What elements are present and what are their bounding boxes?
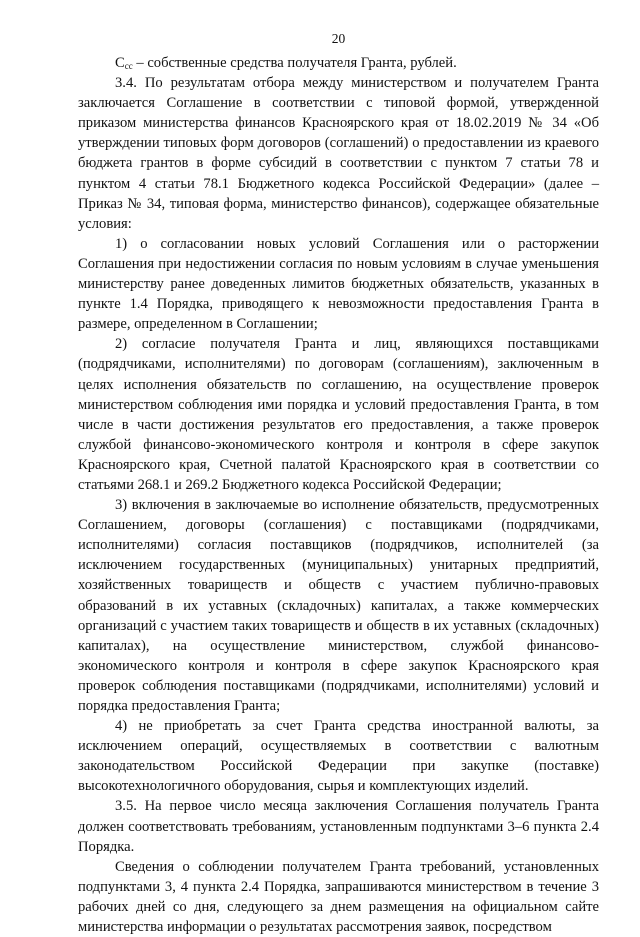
page-number: 20 [331, 31, 346, 46]
paragraph-3-5: 3.5. На первое число месяца заключения Соглашения получатель Гранта должен соответствовать требованиям, установленным подпунктами 3–6 пункта 2.4 Порядка. [78, 798, 599, 855]
paragraph-condition-4: 4) не приобретать за счет Гранта средства иностранной валюты, за исключением операций, осуществляемых в соответствии с валютным законодательством Российской Федерации при закупке (поставке) высокотехнологичного оборудования, сырья и комплектующих изделий. [78, 718, 599, 795]
formula-symbol: C [115, 55, 125, 71]
paragraph-condition-3: 3) включения в заключаемые во исполнение обязательств, предусмотренных Соглашением, договоры (соглашения) с поставщиками (подрядчиками, исполнителями) согласия поставщиков (подрядчиков, исполнителей (за исключением государственных (муниципальных) унитарных предприятий, хозяйственных товариществ и обществ с участием публично-правовых образований в их уставных (складочных) капиталах, а также коммерческих организаций с участием таких товариществ и обществ в их уставных (складочных) капиталах), на осуществление министерством, службой финансово-экономического контроля и контроля в сфере закупок Красноярского края проверок соблюдения поставщиками (подрядчиками, исполнителями) условий и порядка предоставления Гранта; [78, 497, 599, 714]
formula-definition-text: – собственные средства получателя Гранта, рублей. [132, 55, 457, 71]
paragraph-condition-2: 2) согласие получателя Гранта и лиц, являющихся поставщиками (подрядчиками, исполнителями) по договорам (соглашениям), заключенным в целях исполнения обязательств по соглашению, на осуществление проверок министерством соблюдения ими порядка и условий предоставления Гранта, в том числе в части достижения результатов его предоставления, а также проверок службой финансово-экономического контроля и контроля в сфере закупок Красноярского края, Счетной палатой Красноярского края в соответствии со статьями 268.1 и 269.2 Бюджетного кодекса Российской Федерации; [78, 336, 599, 493]
paragraph-requirements-info: Сведения о соблюдении получателем Гранта требований, установленных подпунктами 3, 4 пункта 2.4 Порядка, запрашиваются министерством в течение 3 рабочих дней со дня, следующего за днем размещения на официальном сайте министерства информации о результатах рассмотрения заявок, посредством [78, 858, 599, 936]
formula-definition [78, 53, 599, 73]
paragraph-condition-1: 1) о согласовании новых условий Соглашения или о расторжении Соглашения при недостижении согласия по новым условиям в случае уменьшения министерству ранее доведенных лимитов бюджетных обязательств, указанных в пункте 1.4 Порядка, приводящего к невозможности предоставления Гранта в размере, определенном в Соглашении; [78, 235, 599, 333]
paragraph-3-4: 3.4. По результатам отбора между министерством и получателем Гранта заключается Соглашение в соответствии с типовой формой, утвержденной приказом министерства финансов Красноярского края от 18.02.2019 № 34 «Об утверждении типовых форм договоров (соглашений) о предоставлении из краевого бюджета грантов в форме субсидий в соответствии с пунктом 7 статьи 78 и пунктом 4 статьи 78.1 Бюджетного кодекса Российской Федерации» (далее – Приказ № 34, типовая форма, министерство финансов), содержащее обязательные условия: [78, 75, 599, 232]
formula-subscript: сс [124, 61, 133, 71]
document-body [78, 53, 599, 937]
